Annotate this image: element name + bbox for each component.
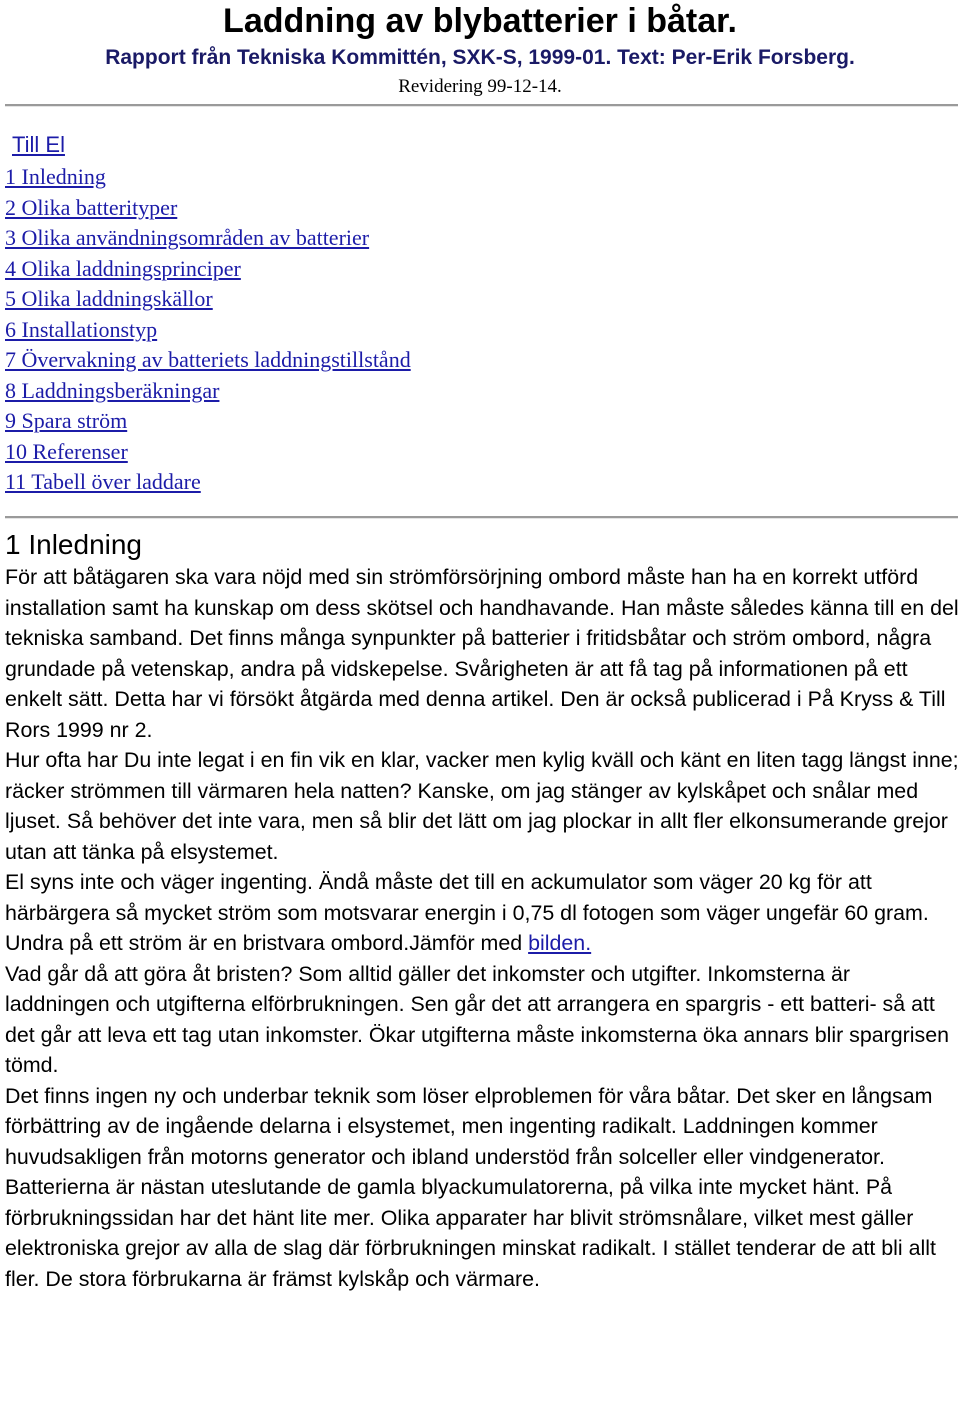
toc-link-referenser[interactable]: 10 Referenser	[5, 438, 128, 464]
toc-link-tabell-laddare[interactable]: 11 Tabell över laddare	[5, 469, 201, 494]
toc-item	[5, 437, 411, 468]
paragraph: Vad går då att göra åt bristen? Som alltid gäller det inkomster och utgifter. Inkomsterna är laddningen och utgifterna elförbrukningen. Sen går det att arrangera en spargris - ett batteri- så att det går att leva ett tag utan inkomster. Ökar utgifterna måste inkomsterna öka annars blir spargrisen tömd.	[5, 961, 950, 1077]
toc-link-anvandningsomraden[interactable]: 3 Olika användningsområden av batterier	[5, 225, 370, 250]
back-link-till-el[interactable]: Till El	[12, 132, 65, 157]
horizontal-rule	[5, 104, 958, 107]
paragraph: För att båtägaren ska vara nöjd med sin strömförsörjning ombord måste han ha en korrekt utförd installation samt ha kunskap om dess skötsel och handhavande. Han måste således känna till en del tekniska samband. Det finns många synpunkter på batterier i fritidsbåtar och ström ombord, några grundade på vetenskap, andra på vidskepelse. Svårigheten är att få tag på informationen på ett enkelt sätt. Detta har vi försökt åtgärda med denna artikel. Den är också publicerad i På Kryss & Till Rors 1999 nr 2.	[5, 565, 959, 742]
toc-item	[5, 315, 411, 346]
toc-item	[5, 223, 411, 254]
toc-link-spara-strom[interactable]: 9 Spara ström	[5, 408, 128, 433]
table-of-contents	[5, 162, 411, 498]
toc-link-laddningsprinciper[interactable]: 4 Olika laddningsprinciper	[5, 255, 241, 281]
image-link[interactable]: bilden.	[528, 931, 592, 955]
toc-item	[5, 284, 411, 315]
toc-item	[5, 162, 411, 193]
toc-item	[5, 345, 411, 376]
toc-item	[5, 254, 411, 285]
toc-link-inledning[interactable]: 1 Inledning	[5, 164, 106, 189]
toc-item	[5, 376, 411, 407]
revision-date: Revidering 99-12-14.	[398, 76, 562, 97]
paragraph	[5, 867, 960, 959]
toc-link-laddningskallor[interactable]: 5 Olika laddningskällor	[5, 286, 213, 311]
toc-link-overvakning[interactable]: 7 Övervakning av batteriets laddningstillstånd	[5, 347, 411, 372]
paragraph-text: El syns inte och väger ingenting. Ändå måste det till en ackumulator som väger 20 kg för att härbärgera så mycket ström som motsvarar energin i 0,75 dl fotogen som väger ungefär 60 gram. Undra på ett ström är en bristvara ombord.Jämför med	[5, 870, 929, 955]
toc-link-batterityper[interactable]: 2 Olika batterityper	[5, 194, 178, 220]
paragraph: Det finns ingen ny och underbar teknik som löser elproblemen för våra båtar. Det sker en långsam förbättring av de ingående delarna i elsystemet, men ingenting radikalt. Laddningen kommer huvudsakligen från motorns generator och ibland understöd från solceller eller vindgenerator. Batterierna är nästan uteslutande de gamla blyackumulatorerna, på vilka inte mycket hänt. På förbrukningssidan har det hänt lite mer. Olika apparater har blivit strömsnålare, vilket mest gäller elektroniska grejor av alla de slag där förbrukningen minskat radikalt. I stället tenderar de att bli allt fler. De stora förbrukarna är främst kylskåp och värmare.	[5, 1083, 936, 1291]
section-heading: 1 Inledning	[5, 529, 143, 560]
toc-link-installationstyp[interactable]: 6 Installationstyp	[5, 316, 158, 342]
toc-link-laddningsberakningar[interactable]: 8 Laddningsberäkningar	[5, 377, 220, 403]
toc-item	[5, 467, 411, 498]
section-body	[5, 562, 960, 1294]
report-subtitle: Rapport från Tekniska Kommittén, SXK-S, 1999-01. Text: Per-Erik Forsberg.	[105, 46, 855, 69]
horizontal-rule	[5, 516, 958, 519]
paragraph: Hur ofta har Du inte legat i en fin vik en klar, vacker men kylig kväll och känt en liten tagg längst inne; räcker strömmen till värmaren hela natten? Kanske, om jag stänger av kylskåpet och snålar med ljuset. Så behöver det inte vara, men så blir det lätt om jag plockar in allt fler elkonsumerande grejor utan att tänka på elsystemet.	[5, 748, 959, 864]
toc-item	[5, 406, 411, 437]
page-title: Laddning av blybatterier i båtar.	[223, 2, 737, 40]
toc-item	[5, 193, 411, 224]
